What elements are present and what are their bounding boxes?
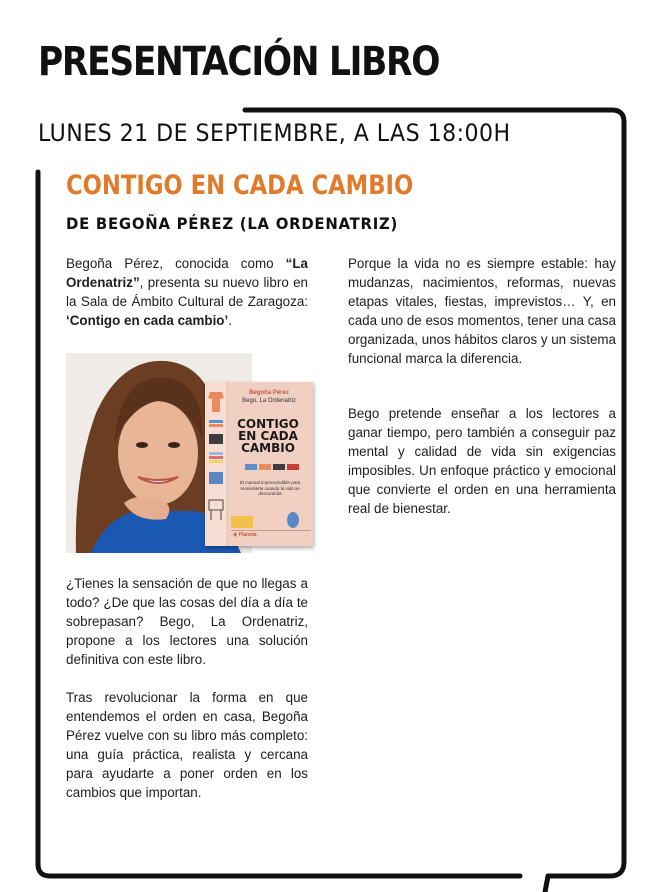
book-title: CONTIGO EN CADA CAMBIO — [66, 170, 414, 201]
author-byline: DE BEGOÑA PÉREZ (LA ORDENATRIZ) — [66, 214, 399, 233]
paragraph-question: ¿Tienes la sensación de que no llegas a todo? ¿De que las cosas del día a día te sobrepasan? Bego, La Ordenatriz, propone a los lectores una solución definitiva con este libro. — [66, 576, 308, 667]
book-cover — [205, 382, 313, 546]
cover-tagline: El manual imprescindible para reorientarte cuando la vida se descontrola — [239, 480, 301, 496]
event-date: LUNES 21 DE SEPTIEMBRE, A LAS 18:00H — [38, 119, 511, 147]
publisher-icon: ◉ — [233, 532, 239, 538]
cover-subtitle: Bego, La Ordenatriz — [242, 398, 296, 404]
cover-author: Begoña Pérez — [249, 390, 289, 396]
cover-title: CONTIGO EN CADA CAMBIO — [237, 417, 299, 455]
intro-paragraph: Begoña Pérez, conocida como “La Ordenatriz”, presenta su nuevo libro en la Sala de Ámbito Cultural de Zaragoza: ‘Contigo en cada cambio’. — [66, 256, 308, 328]
paragraph-revolution: Tras revolucionar la forma en que entendemos el orden en casa, Begoña Pérez vuelve con su libro más completo: una guía práctica, realista y cercana para ayudarte a poner orden en los cambios que importan. — [66, 690, 308, 800]
page-title: PRESENTACIÓN LIBRO — [38, 39, 440, 85]
book-cover-illustration — [205, 382, 313, 546]
publisher-logo: ◉ Planeta — [233, 532, 257, 538]
paragraph-life-changes: Porque la vida no es siempre estable: hay mudanzas, nacimientos, reformas, nuevas etapas vitales, fiestas, imprevistos… Y, en cada uno de esos momentos, tener una casa organizada, unos hábitos claros y un sistema funcional marca la diferencia. — [348, 256, 616, 366]
paragraph-goals: Bego pretende enseñar a los lectores a ganar tiempo, pero también a conseguir paz mental y calidad de vida sin exigencias imposibles. Un enfoque práctico y emocional que convierte el orden en una herramienta real de bienestar. — [348, 406, 616, 516]
